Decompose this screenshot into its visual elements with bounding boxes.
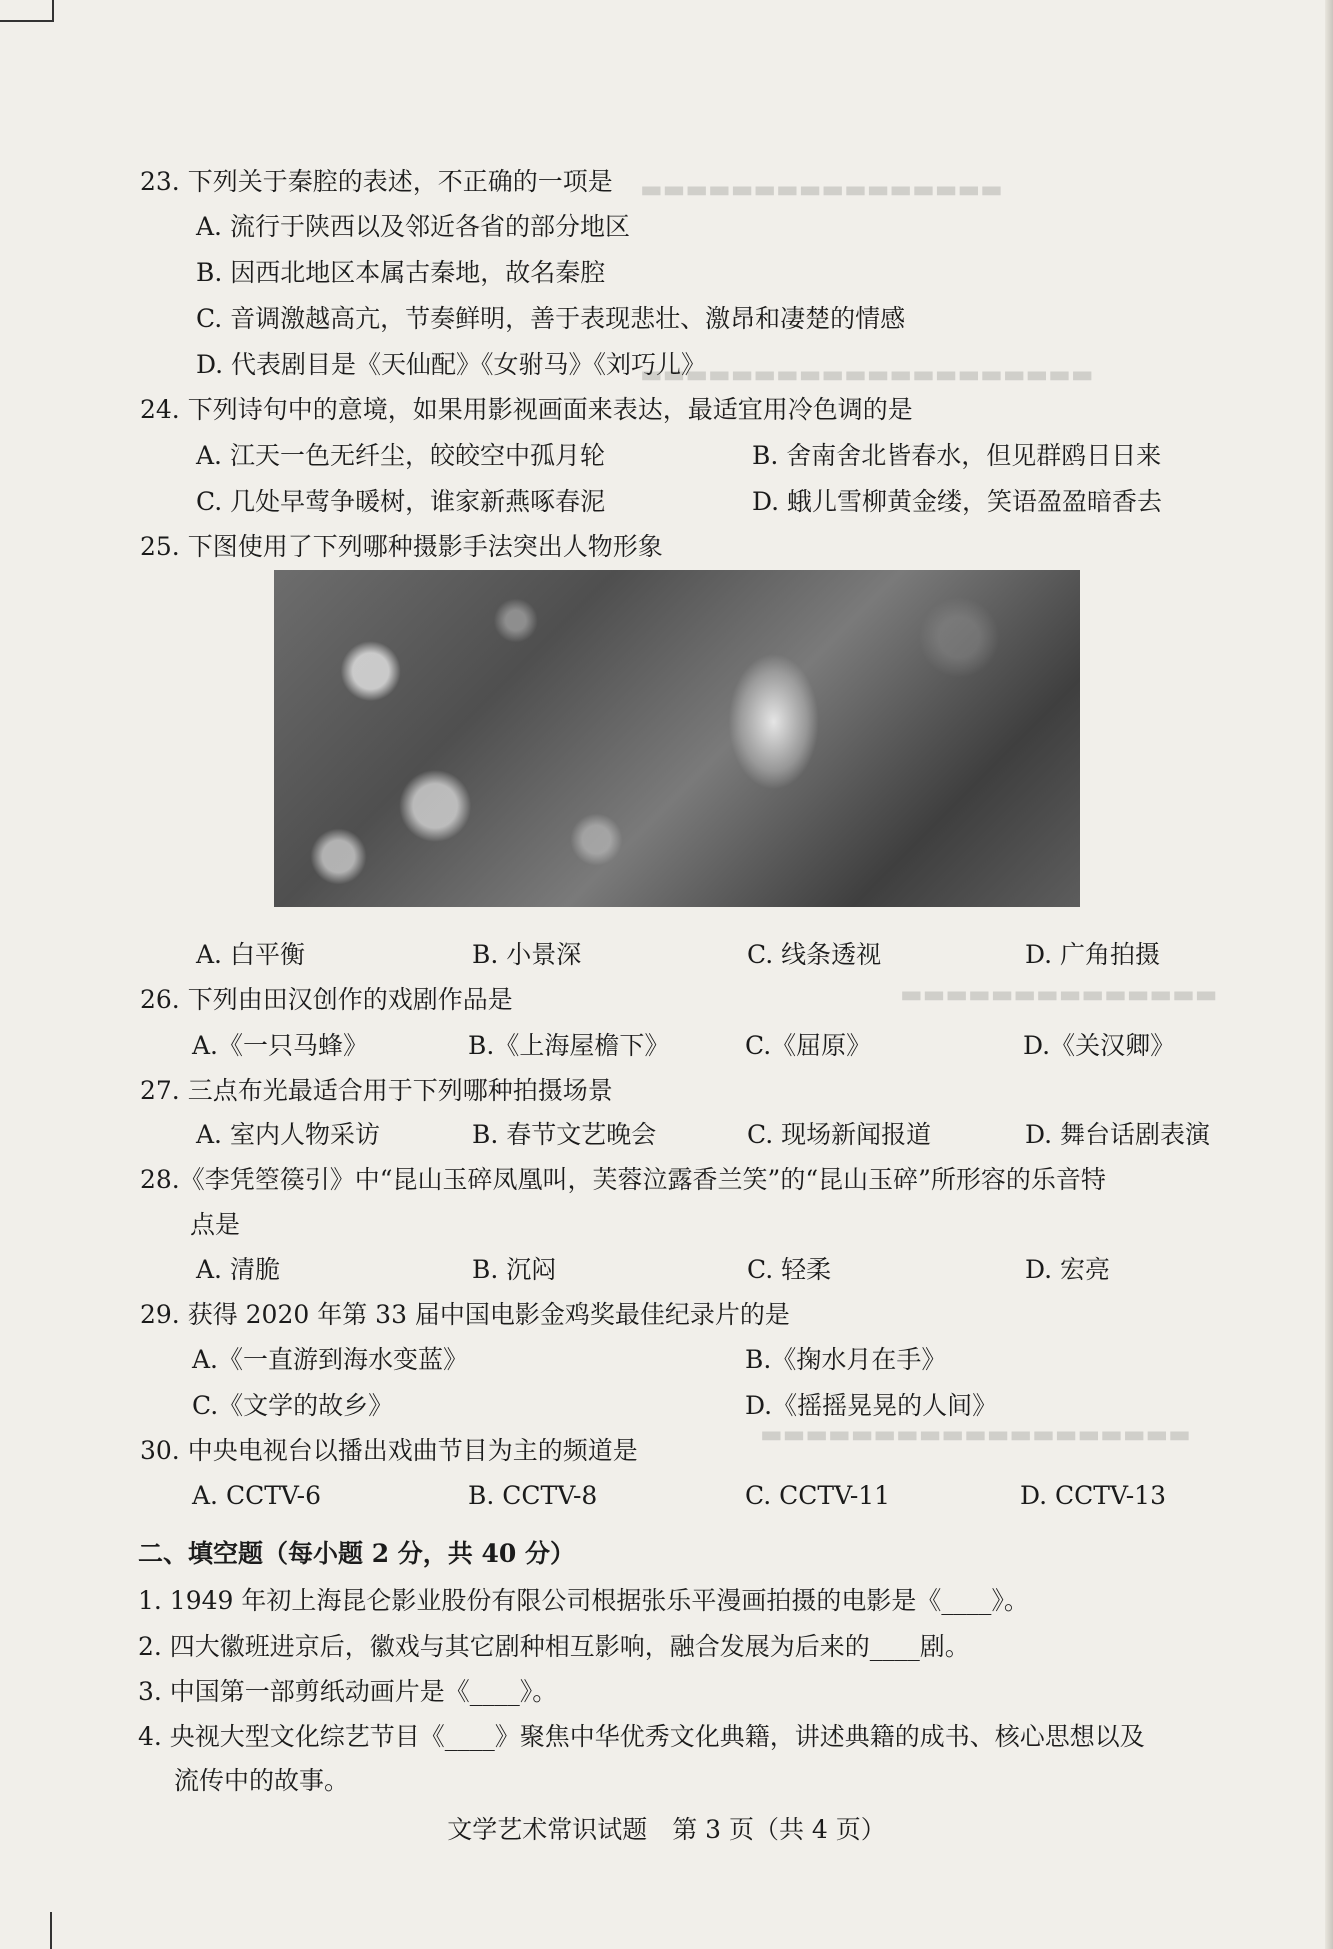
- question-28-option-a: A. 清脆: [196, 1255, 280, 1284]
- question-29-stem: 29. 获得 2020 年第 33 届中国电影金鸡奖最佳纪录片的是: [140, 1300, 790, 1329]
- fill-in-1: 1. 1949 年初上海昆仑影业股份有限公司根据张乐平漫画拍摄的电影是《____》。: [138, 1586, 1029, 1615]
- question-25-option-d: D. 广角拍摄: [1025, 940, 1161, 969]
- question-27-option-d: D. 舞台话剧表演: [1025, 1120, 1211, 1149]
- question-28-option-c: C. 轻柔: [747, 1255, 832, 1284]
- question-27-option-c: C. 现场新闻报道: [747, 1120, 932, 1149]
- question-30-option-d: D. CCTV-13: [1020, 1481, 1166, 1510]
- page-edge: [1325, 0, 1333, 1949]
- question-24-option-c: C. 几处早莺争暖树，谁家新燕啄春泥: [196, 487, 606, 516]
- question-25-stem: 25. 下图使用了下列哪种摄影手法突出人物形象: [140, 532, 663, 561]
- crop-mark-bottom: [50, 1912, 52, 1949]
- question-28-stem-cont: 点是: [190, 1210, 241, 1239]
- question-28-option-d: D. 宏亮: [1025, 1255, 1111, 1284]
- question-25-option-c: C. 线条透视: [747, 940, 882, 969]
- question-27-stem: 27. 三点布光最适合用于下列哪种拍摄场景: [140, 1076, 613, 1105]
- question-23-option-c: C. 音调激越高亢，节奏鲜明，善于表现悲壮、激昂和凄楚的情感: [196, 304, 906, 333]
- question-25-option-b: B. 小景深: [472, 940, 582, 969]
- question-23-option-d: D. 代表剧目是《天仙配》《女驸马》《刘巧儿》: [196, 350, 707, 379]
- bleed-through: ▬▬▬▬▬▬▬▬▬▬▬▬▬▬▬▬: [640, 175, 1003, 203]
- question-26-option-b: B.《上海屋檐下》: [468, 1031, 670, 1060]
- question-30-option-c: C. CCTV-11: [745, 1481, 891, 1510]
- crop-mark: [0, 0, 54, 22]
- question-25-option-a: A. 白平衡: [196, 940, 305, 969]
- question-26-option-c: C.《屈原》: [745, 1031, 872, 1060]
- question-30-option-a: A. CCTV-6: [192, 1481, 321, 1510]
- question-29-option-c: C.《文学的故乡》: [192, 1391, 394, 1420]
- question-26-stem: 26. 下列由田汉创作的戏剧作品是: [140, 985, 513, 1014]
- page-footer: 文学艺术常识试题 第 3 页（共 4 页）: [447, 1815, 886, 1844]
- question-23-stem: 23. 下列关于秦腔的表述，不正确的一项是: [140, 167, 613, 196]
- bleed-through: ▬▬▬▬▬▬▬▬▬▬▬▬▬▬▬▬▬▬▬▬: [640, 360, 1094, 388]
- fill-in-2: 2. 四大徽班进京后，徽戏与其它剧种相互影响，融合发展为后来的____剧。: [138, 1632, 970, 1661]
- question-29-option-a: A.《一直游到海水变蓝》: [192, 1345, 469, 1374]
- fill-in-4: 4. 央视大型文化综艺节目《____》聚焦中华优秀文化典籍，讲述典籍的成书、核心思想以及: [138, 1722, 1145, 1751]
- question-28-stem: 28.《李凭箜篌引》中“昆山玉碎凤凰叫，芙蓉泣露香兰笑”的“昆山玉碎”所形容的乐音特: [140, 1165, 1106, 1194]
- question-28-option-b: B. 沉闷: [472, 1255, 557, 1284]
- question-23-option-a: A. 流行于陕西以及邻近各省的部分地区: [196, 212, 630, 241]
- section-fill-in-title: 二、填空题（每小题 2 分，共 40 分）: [138, 1539, 576, 1568]
- question-24-option-a: A. 江天一色无纤尘，皎皎空中孤月轮: [196, 441, 605, 470]
- bleed-through: ▬▬▬▬▬▬▬▬▬▬▬▬▬▬: [900, 980, 1218, 1008]
- bleed-through: ▬▬▬▬▬▬▬▬▬▬▬▬▬▬▬▬▬▬▬: [760, 1420, 1191, 1448]
- fill-in-3: 3. 中国第一部剪纸动画片是《____》。: [138, 1677, 558, 1706]
- question-24-stem: 24. 下列诗句中的意境，如果用影视画面来表达，最适宜用冷色调的是: [140, 395, 913, 424]
- question-30-stem: 30. 中央电视台以播出戏曲节目为主的频道是: [140, 1436, 638, 1465]
- question-26-option-a: A.《一只马蜂》: [192, 1031, 369, 1060]
- question-30-option-b: B. CCTV-8: [468, 1481, 598, 1510]
- question-26-option-d: D.《关汉卿》: [1023, 1031, 1176, 1060]
- question-25-photo: [274, 570, 1080, 907]
- question-29-option-b: B.《掬水月在手》: [745, 1345, 947, 1374]
- question-27-option-a: A. 室内人物采访: [196, 1120, 380, 1149]
- question-29-option-d: D.《摇摇晃晃的人间》: [745, 1391, 998, 1420]
- question-24-option-d: D. 蛾儿雪柳黄金缕，笑语盈盈暗香去: [752, 487, 1163, 516]
- question-24-option-b: B. 舍南舍北皆春水，但见群鸥日日来: [752, 441, 1162, 470]
- fill-in-4-cont: 流传中的故事。: [174, 1766, 350, 1795]
- question-23-option-b: B. 因西北地区本属古秦地，故名秦腔: [196, 258, 606, 287]
- question-27-option-b: B. 春节文艺晚会: [472, 1120, 657, 1149]
